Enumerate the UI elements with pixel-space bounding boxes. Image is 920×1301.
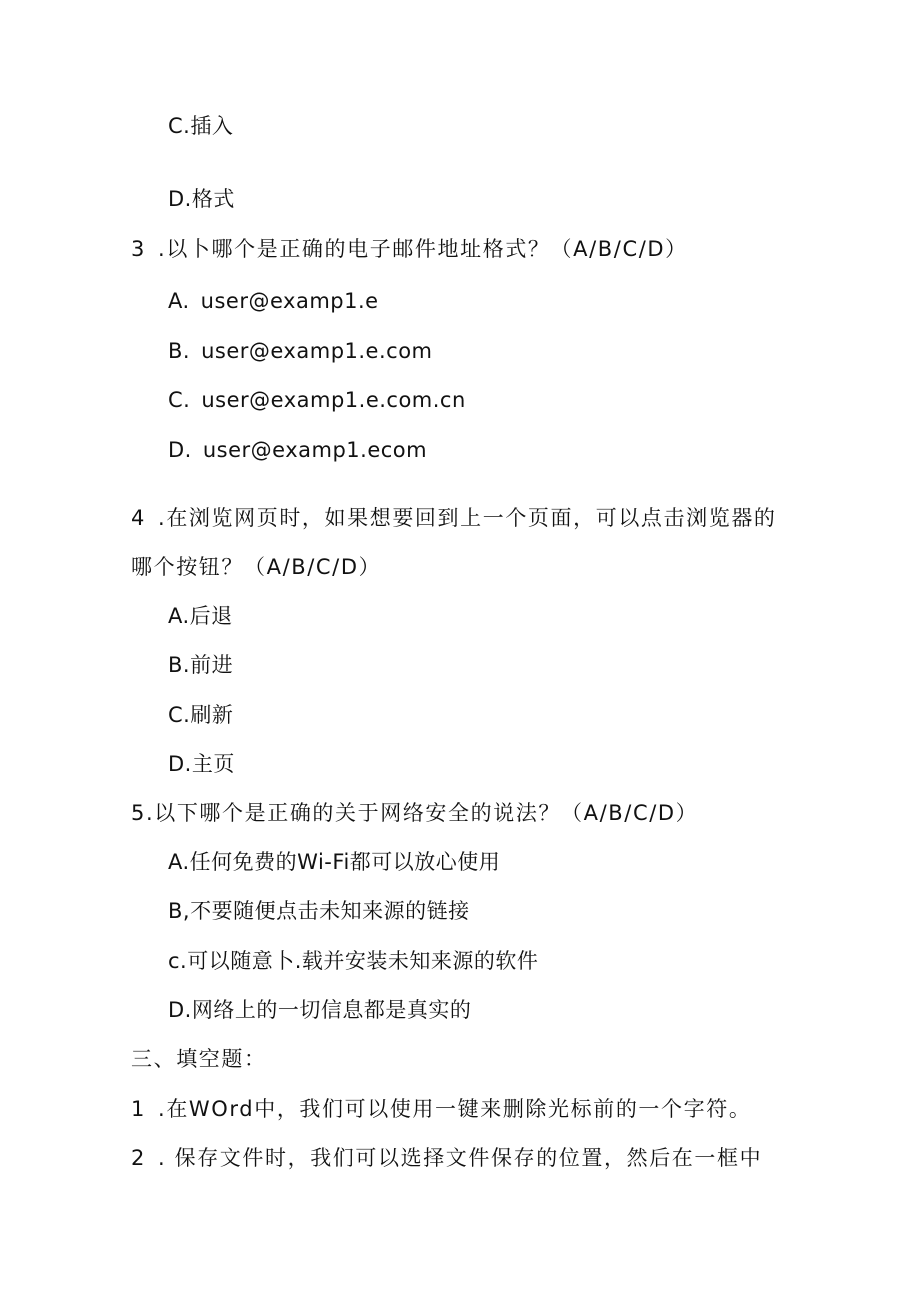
q5-option-a: A.任何免费的Wi-Fi都可以放心使用 (168, 850, 501, 874)
q3-option-b: B. user@examp1.e.com (168, 339, 433, 363)
q3-option-a: A. user@examp1.e (168, 289, 379, 313)
q4-option-b: B.前进 (168, 653, 234, 677)
q4-option-a: A.后退 (168, 604, 233, 628)
q4-stem-line1: 4 .在浏览网页时，如果想要回到上一个页面，可以点击浏览器的 (131, 506, 777, 530)
fill-blank-item-1: 1 .在WOrd中，我们可以使用一键来删除光标前的一个字符。 (131, 1097, 752, 1121)
q4-stem-line2: 哪个按钮？（A/B/C/D） (131, 555, 382, 579)
q3-option-d: D. user@examp1.ecom (168, 438, 428, 462)
q3-stem: 3 .以卜哪个是正确的电子邮件地址格式？（A/B/C/D） (131, 237, 688, 261)
q4-option-d: D.主页 (168, 752, 235, 776)
q5-option-d: D.网络上的一切信息都是真实的 (168, 998, 472, 1022)
q2-option-c: C.插入 (168, 114, 234, 138)
q5-stem: 5.以下哪个是正确的关于网络安全的说法？（A/B/C/D） (131, 801, 699, 825)
q5-option-c: c.可以随意卜.载并安装未知来源的软件 (168, 949, 539, 973)
q5-option-b: B,不要随便点击未知来源的链接 (168, 899, 470, 923)
q4-option-c: C.刷新 (168, 703, 234, 727)
q3-option-c: C. user@examp1.e.com.cn (168, 388, 466, 412)
section3-heading: 三、填空题： (131, 1047, 267, 1071)
fill-blank-item-2: 2 . 保存文件时，我们可以选择文件保存的位置，然后在一框中 (131, 1146, 763, 1170)
q2-option-d: D.格式 (168, 187, 235, 211)
